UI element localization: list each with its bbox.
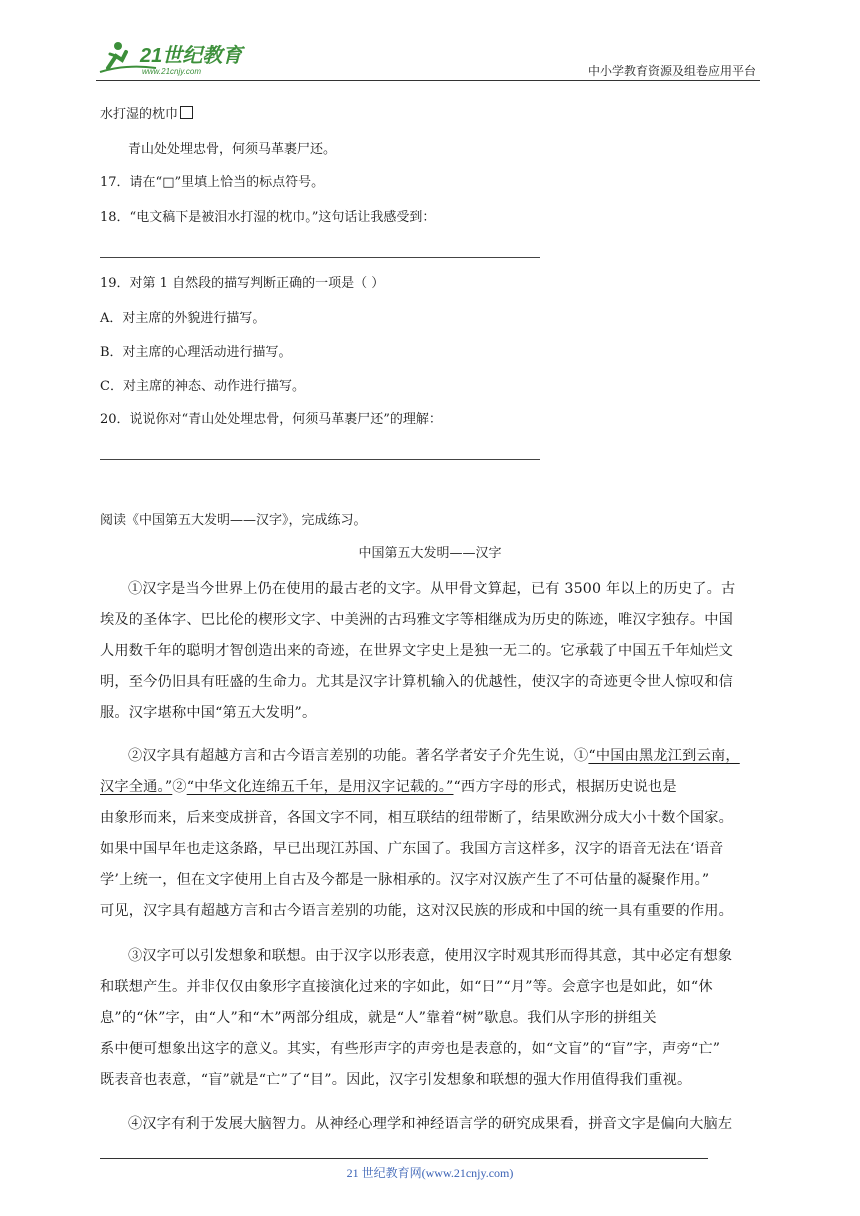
header-divider: [96, 80, 760, 81]
p2-line: 可见，汉字具有超越方言和古今语言差别的功能，这对汉民族的形成和中国的统一具有重要的作用。: [100, 903, 734, 919]
p1-line: 明，至今仍旧具有旺盛的生命力。尤其是汉字计算机输入的优越性，使汉字的奇迹更令世人惊叹和信: [100, 674, 734, 690]
p1-line: 人用数千年的聪明才智创造出来的奇迹，在世界文字史上是独一无二的。它承载了中国五千年灿烂文: [100, 643, 734, 659]
question-17: 17．请在“□”里填上恰当的标点符号。: [100, 175, 325, 190]
p3-line: ③汉字可以引发想象和联想。由于汉字以形表意，使用汉字时观其形而得其意，其中必定有想象: [128, 948, 733, 964]
footer-divider: [100, 1158, 708, 1159]
p3-line: 既表音也表意，“盲”就是“亡”了“目”。因此，汉字引发想象和联想的强大作用值得我们重视。: [100, 1072, 692, 1088]
text-line: 水打湿的枕巾: [100, 105, 193, 125]
quote-underlined: “中国由黑龙江到云南，: [588, 748, 740, 764]
question-18: 18．“电文稿下是被泪水打湿的枕巾。”这句话让我感受到：: [100, 210, 436, 225]
p3-line: 息”的“休”字，由“人”和“木”两部分组成，就是“人”靠着“树”歇息。我们从字形的拼组关: [100, 1010, 657, 1026]
p3-line: 系中便可想象出这字的意义。其实，有些形声字的声旁也是表意的，如“文盲”的“盲”字，声旁“亡”: [100, 1041, 721, 1057]
question-19: 19．对第 1 自然段的描写判断正确的一项是（ ）: [100, 276, 385, 291]
quote-underlined: “中华文化连绵五千年，是用汉字记载的。”: [186, 779, 454, 795]
site-logo: [96, 38, 266, 78]
p1-line: 埃及的圣体字、巴比伦的楔形文字、中美洲的古玛雅文字等相继成为历史的陈迹，唯汉字独存。中国: [100, 612, 734, 628]
p2-line: ②汉字具有超越方言和古今语言差别的功能。著名学者安子介先生说，①“中国由黑龙江到云南，: [128, 748, 740, 764]
p2-line: 如果中国早年也走这条路，早已出现江苏国、广东国了。我国方言这样多，汉字的语音无法在‘语音: [100, 841, 724, 857]
p2-line: 学’上统一，但在文字使用上自古及今都是一脉相承的。汉字对汉族产生了不可估量的凝聚作用。”: [100, 872, 710, 888]
option-c: C．对主席的神态、动作进行描写。: [100, 379, 305, 394]
svg-text:21世纪教育: 21世纪教育: [140, 45, 243, 67]
header-site-name: 中小学教育资源及组卷应用平台: [587, 64, 756, 78]
option-a: A．对主席的外貌进行描写。: [100, 311, 266, 326]
p3-line: 和联想产生。并非仅仅由象形字直接演化过来的字如此，如“日”“月”等。会意字也是如此，如“休: [100, 979, 713, 995]
poem-line: 青山处处埋忠骨，何须马革裹尸还。: [128, 142, 337, 157]
answer-line-20: [100, 459, 540, 460]
option-b: B．对主席的心理活动进行描写。: [100, 345, 292, 360]
blank-box: [180, 106, 193, 119]
p4-line: ④汉字有利于发展大脑智力。从神经心理学和神经语言学的研究成果看，拼音文字是偏向大脑左: [128, 1116, 733, 1132]
article-title: 中国第五大发明——汉字: [358, 546, 502, 561]
question-20: 20．说说你对“青山处处埋忠骨，何须马革裹尸还”的理解：: [100, 412, 442, 427]
reading-intro: 阅读《中国第五大发明——汉字》，完成练习。: [100, 513, 367, 528]
p2-line: 由象形而来，后来变成拼音，各国文字不同，相互联结的纽带断了，结果欧洲分成大小十数个国家。: [100, 810, 734, 826]
quote-underlined: 汉字全通。”: [100, 779, 173, 795]
p2-line: 汉字全通。”②“中华文化连绵五千年，是用汉字记载的。”“西方字母的形式，根据历史说也是: [100, 779, 677, 795]
p1-line: ①汉字是当今世界上仍在使用的最古老的文字。从甲骨文算起，已有 3500 年以上的历史了。古: [128, 581, 736, 597]
footer-link[interactable]: 21 世纪教育网(www.21cnjy.com): [346, 1166, 514, 1180]
svg-text:www.21cnjy.com: www.21cnjy.com: [142, 67, 201, 76]
answer-line-18: [100, 257, 540, 258]
p1-line: 服。汉字堪称中国“第五大发明”。: [100, 705, 317, 721]
